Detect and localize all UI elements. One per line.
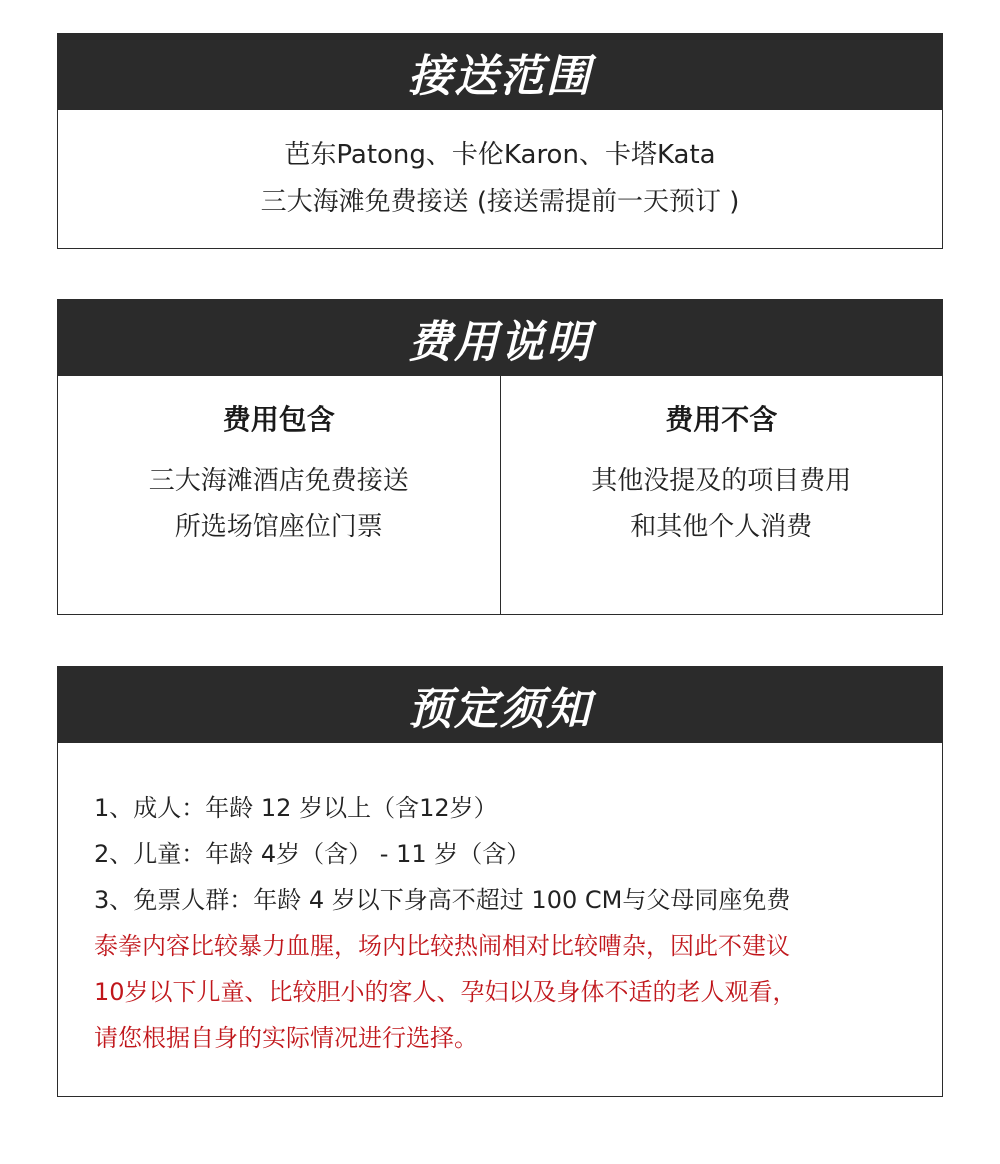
fees-header (58, 300, 942, 376)
shuttle-header (58, 34, 942, 110)
note-item: 3、免票人群：年龄 4 岁以下身高不超过 100 CM与父母同座免费 (94, 886, 791, 914)
fees-included-line: 三大海滩酒店免费接送 (148, 466, 409, 496)
shuttle-body (58, 110, 942, 248)
fees-excluded-column (500, 376, 943, 614)
warning-line: 请您根据自身的实际情况进行选择。 (94, 1024, 478, 1052)
notes-section (57, 666, 943, 1097)
fees-body (58, 376, 942, 614)
fees-included-column (58, 376, 500, 614)
notes-header (58, 667, 942, 743)
shuttle-title: 接送范围 (408, 51, 592, 102)
warning-line: 10岁以下儿童、比较胆小的客人、孕妇以及身体不适的老人观看， (94, 978, 797, 1006)
fees-excluded-line: 其他没提及的项目费用 (591, 466, 852, 496)
fees-excluded-title: 费用不含 (665, 403, 778, 436)
fees-included-title: 费用包含 (222, 403, 335, 436)
shuttle-line: 三大海滩免费接送 (接送需提前一天预订 ) (260, 187, 740, 217)
shuttle-line: 芭东Patong、卡伦Karon、卡塔Kata (284, 140, 716, 170)
notes-title: 预定须知 (408, 684, 592, 735)
warning-line: 泰拳内容比较暴力血腥，场内比较热闹相对比较嘈杂，因此不建议 (94, 932, 790, 960)
shuttle-section (57, 33, 943, 249)
fees-excluded-line: 和其他个人消费 (630, 512, 813, 542)
note-item: 2、儿童：年龄 4岁（含） - 11 岁（含） (94, 840, 531, 868)
note-item: 1、成人：年龄 12 岁以上（含12岁） (94, 794, 498, 822)
fees-included-line: 所选场馆座位门票 (174, 512, 383, 542)
notes-body (58, 743, 942, 1061)
fees-title: 费用说明 (408, 317, 592, 368)
fees-section (57, 299, 943, 615)
